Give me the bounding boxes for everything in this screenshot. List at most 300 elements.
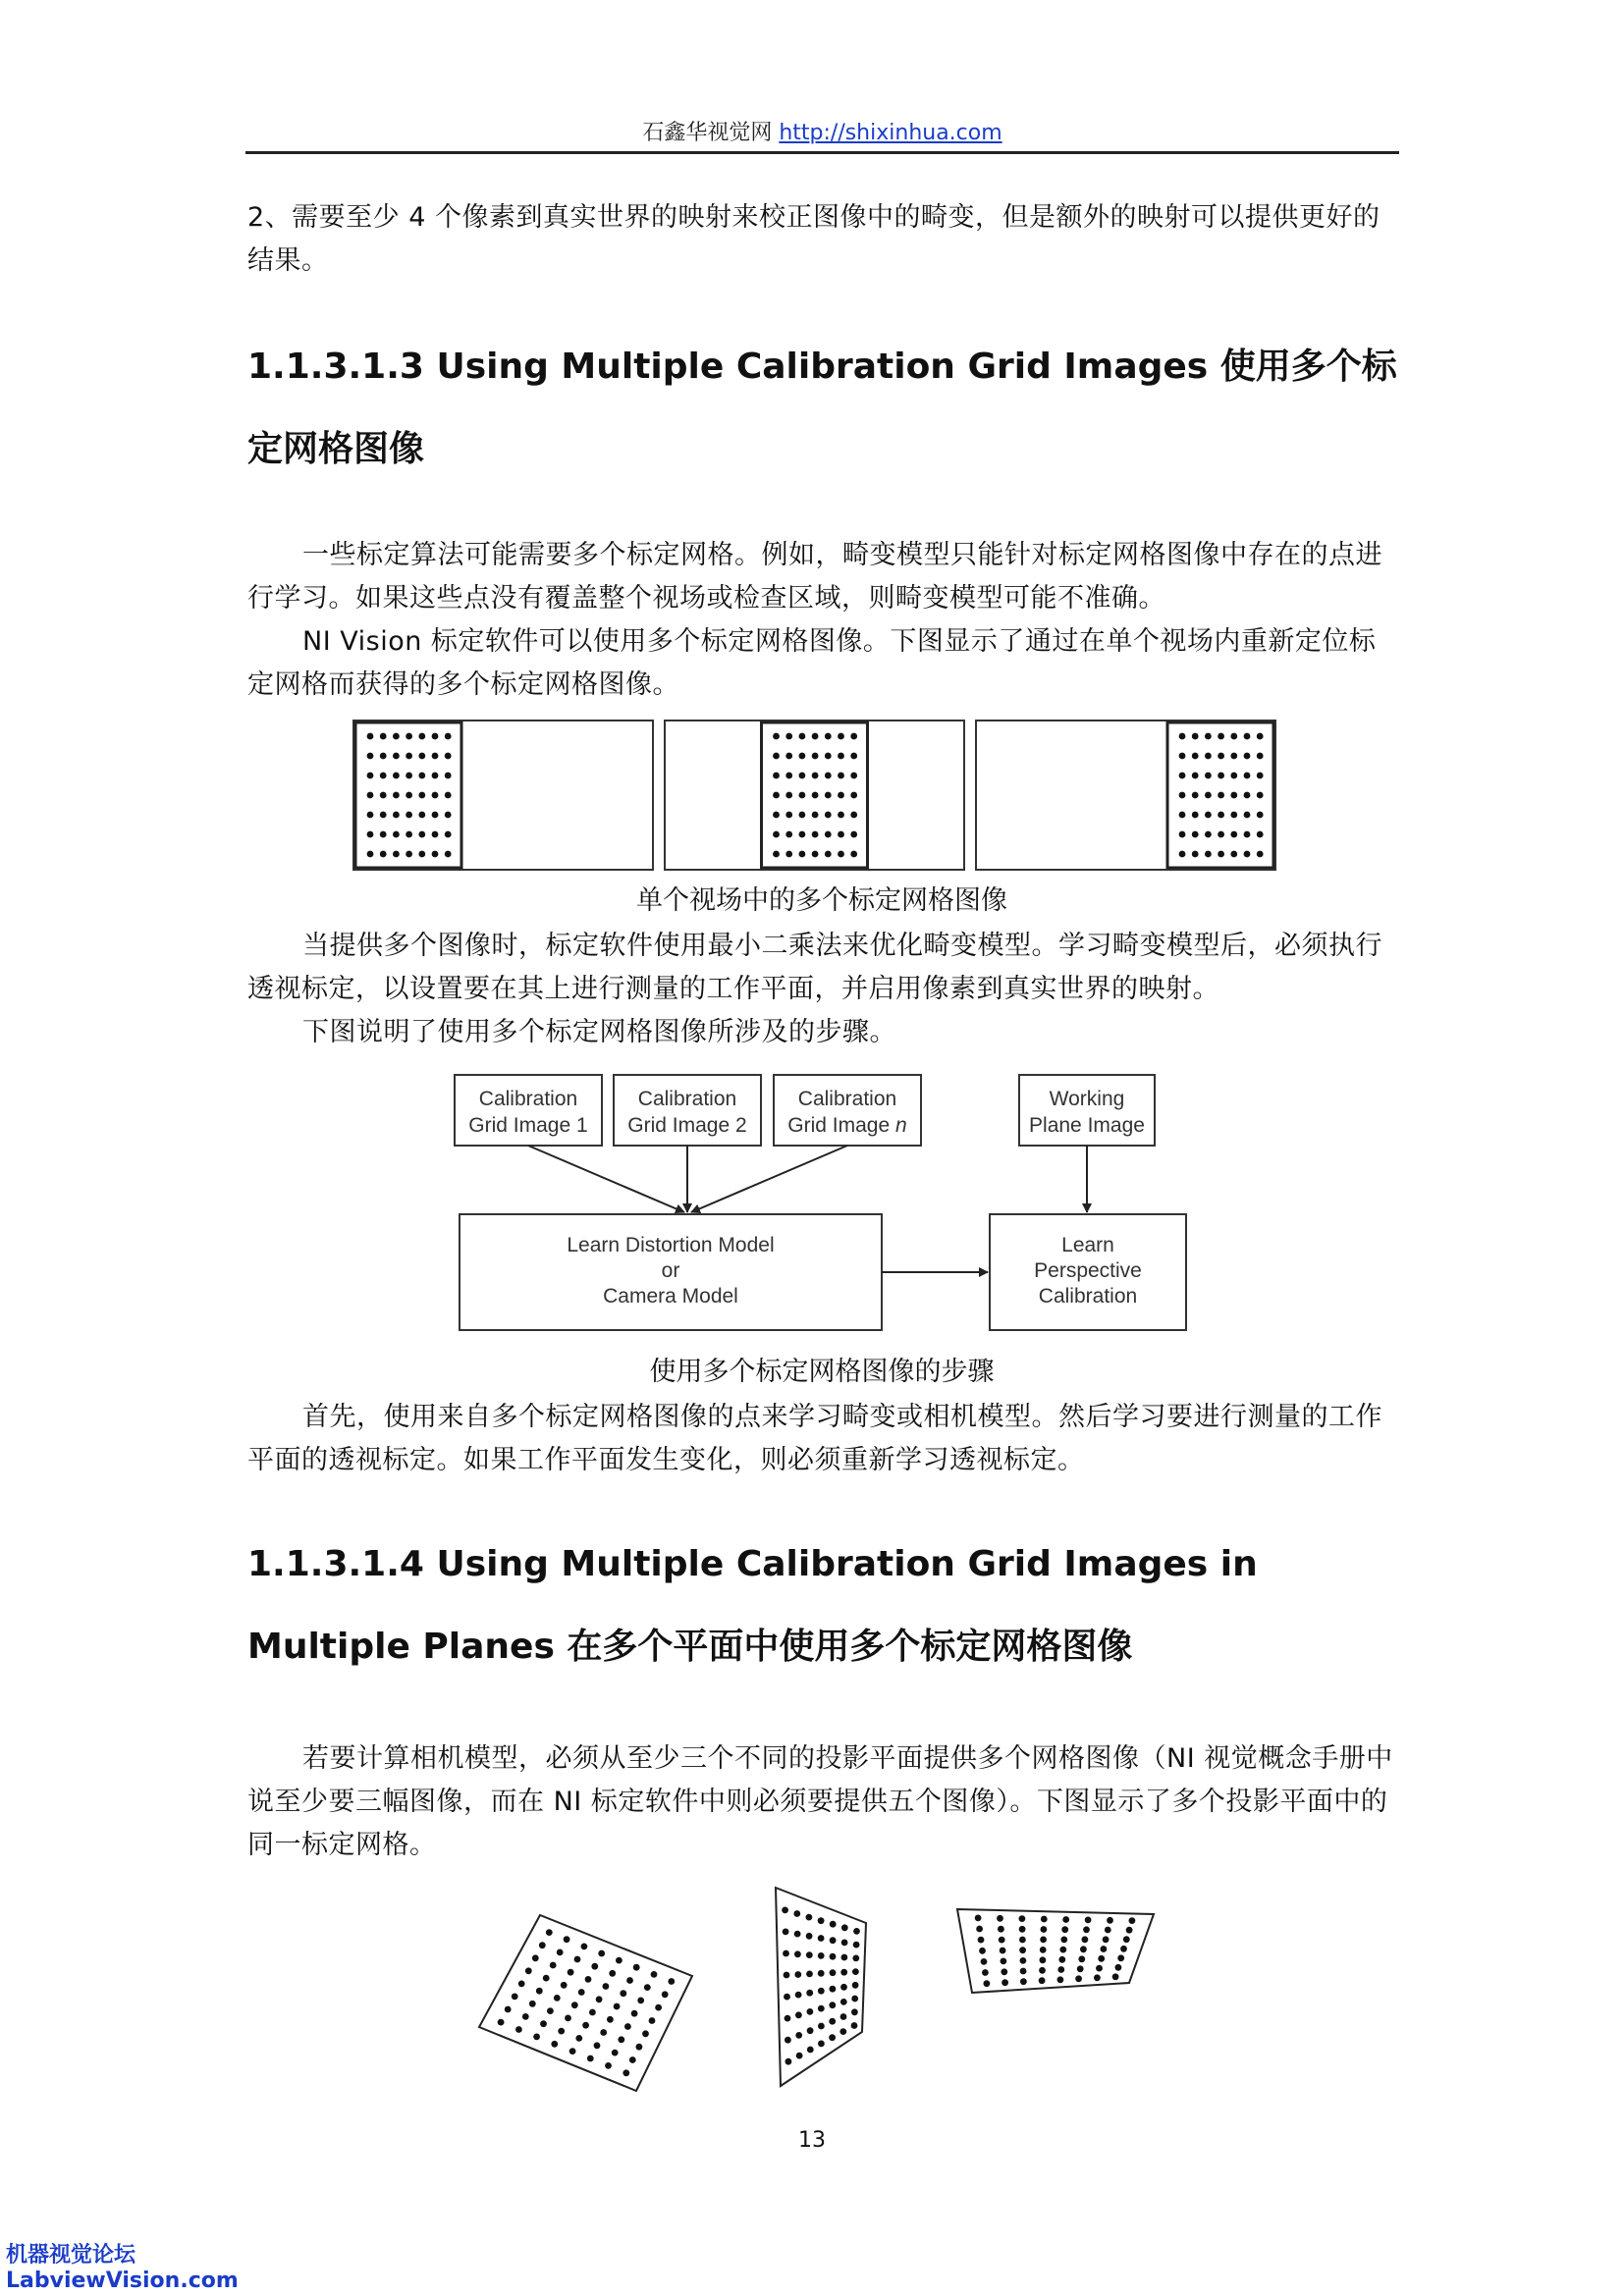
- grid-dot: [432, 753, 439, 760]
- plane-dot: [818, 2005, 825, 2012]
- plane-dot: [979, 1948, 986, 1954]
- plane-dot: [624, 2023, 631, 2030]
- flow-label-learn-persp-line1: Learn: [1061, 1234, 1114, 1256]
- plane-dot: [1117, 1954, 1124, 1961]
- grid-dot: [406, 831, 412, 838]
- plane-dot: [806, 1951, 813, 1958]
- plane-dot: [840, 1984, 847, 1991]
- flow-label-caln-var: n: [895, 1114, 907, 1137]
- caption-flowchart: 使用多个标定网格图像的步骤: [649, 1357, 995, 1387]
- plane-dot: [1001, 1958, 1007, 1965]
- plane-dot: [668, 1978, 675, 1985]
- plane-dot: [851, 1996, 858, 2002]
- plane-dot: [1020, 1957, 1027, 1964]
- grid-dot: [445, 851, 452, 858]
- grid-dot: [1192, 792, 1199, 799]
- plane-dot: [830, 1953, 837, 1960]
- grid-dot: [367, 773, 374, 779]
- plane-dot: [829, 2034, 836, 2041]
- flow-label-working-line1: Working: [1049, 1088, 1125, 1110]
- grid-dot: [1179, 851, 1186, 858]
- grid-dot: [1230, 831, 1237, 838]
- plane-dot: [806, 1933, 813, 1940]
- grid-dot: [1218, 733, 1224, 740]
- plane-dot: [1040, 1937, 1047, 1944]
- grid-dot: [1179, 792, 1186, 799]
- plane-dot: [651, 1971, 658, 1978]
- grid-dot: [799, 831, 806, 838]
- grid-dot: [380, 812, 387, 819]
- grid-dot: [1218, 773, 1224, 779]
- plane-dot: [841, 1940, 848, 1947]
- plane-dot: [984, 1980, 991, 1987]
- plane-dot: [1096, 1965, 1103, 1972]
- grid-dot: [812, 733, 819, 740]
- grid-dot: [785, 792, 792, 799]
- heading-1-1-3-1-4: 1.1.3.1.4 Using Multiple Calibration Grid Images in Multiple Planes 在多个平面中使用多个标定网格图像: [247, 1544, 1258, 1667]
- grid-dot: [445, 773, 452, 779]
- plane-dot: [1001, 1979, 1008, 1986]
- grid-dot: [1218, 851, 1224, 858]
- grid-dot: [773, 851, 780, 858]
- figure-multiple-planes: [461, 1880, 1168, 2096]
- grid-dot: [838, 773, 844, 779]
- grid-dot: [785, 831, 792, 838]
- plane-dot: [587, 2056, 594, 2062]
- grid-dot: [1230, 792, 1237, 799]
- plane-dot: [795, 2032, 802, 2039]
- plane-dot: [564, 1936, 570, 1943]
- plane-dot: [840, 1999, 847, 2005]
- grid-dot: [367, 792, 374, 799]
- plane-dot: [793, 1910, 800, 1917]
- grid-dot: [773, 773, 780, 779]
- grid-dot: [1205, 773, 1212, 779]
- flow-label-learn-persp-line3: Calibration: [1038, 1285, 1138, 1308]
- plane-dot: [591, 1963, 598, 1970]
- plane-dot: [830, 1921, 837, 1928]
- grid-dot: [380, 773, 387, 779]
- grid-dot: [850, 733, 857, 740]
- flow-label-learn-persp-line2: Perspective: [1034, 1259, 1142, 1282]
- grid-dot: [1230, 733, 1237, 740]
- grid-dot: [393, 733, 400, 740]
- grid-dot: [1244, 733, 1251, 740]
- header-divider: [245, 151, 1399, 154]
- paragraph-requirement: 2、需要至少 4 个像素到真实世界的映射来校正图像中的畸变，但是额外的映射可以提供更好的结果。: [247, 202, 1380, 276]
- plane-dot: [1112, 1973, 1119, 1980]
- plane-dot: [596, 1996, 603, 2002]
- plane-dot: [655, 2004, 662, 2011]
- paragraph-least-squares: 当提供多个图像时，标定软件使用最小二乘法来优化畸变模型。学习畸变模型后，必须执行透视标定，以设置要在其上进行测量的工作平面，并启用像素到真实世界的映射。: [247, 931, 1382, 1004]
- plane-dot: [830, 1986, 837, 1993]
- plane-dot: [512, 1994, 518, 2001]
- plane-dot: [498, 2019, 505, 2026]
- plane-dot: [1039, 1977, 1046, 1984]
- grid-dot: [406, 812, 412, 819]
- plane-dot: [631, 2010, 638, 2017]
- plane-dot: [1040, 1956, 1047, 1963]
- plane-dot: [830, 1937, 837, 1944]
- grid-dot: [838, 812, 844, 819]
- paragraph-camera-model: 若要计算相机模型，必须从至少三个不同的投影平面提供多个网格图像（NI 视觉概念手册中说至少要三幅图像，而在 NI 标定软件中则必须要提供五个图像）。下图显示了多个投影平面中的同一标定网格。: [247, 1743, 1393, 1860]
- flow-label-cal2-line1: Calibration: [637, 1088, 737, 1110]
- plane-dot: [1126, 1927, 1133, 1934]
- plane-dot: [1041, 1926, 1048, 1933]
- plane-dot: [976, 1926, 983, 1933]
- plane-dot: [783, 1929, 789, 1936]
- grid-dot: [838, 792, 844, 799]
- plane-dot: [1083, 1926, 1090, 1933]
- plane-dot: [561, 1982, 568, 1989]
- paragraph-first: 首先，使用来自多个标定网格图像的点来学习畸变或相机模型。然后学习要进行测量的工作平面的透视标定。如果工作平面发生变化，则必须重新学习透视标定。: [247, 1402, 1382, 1475]
- plane-dot: [594, 2042, 601, 2049]
- grid-dot: [812, 773, 819, 779]
- grid-dot: [850, 792, 857, 799]
- plane-dot: [806, 1990, 813, 1997]
- plane-dot: [574, 1956, 581, 1963]
- plane-dot: [785, 2015, 791, 2022]
- grid-dot: [393, 831, 400, 838]
- flow-label-learn-dist-line1: Learn Distortion Model: [567, 1234, 775, 1256]
- grid-dot: [1205, 812, 1212, 819]
- grid-dot: [432, 831, 439, 838]
- grid-dot: [1257, 851, 1264, 858]
- grid-dot: [1257, 792, 1264, 799]
- grid-dot: [785, 851, 792, 858]
- grid-dot: [785, 773, 792, 779]
- header-site-name: 石鑫华视觉网: [642, 121, 773, 145]
- grid-dot: [812, 851, 819, 858]
- plane-dot: [839, 2028, 846, 2035]
- plane-dot: [1098, 1955, 1105, 1962]
- grid-dot: [432, 812, 439, 819]
- plane-dot: [1060, 1937, 1067, 1944]
- grid-dot: [1179, 812, 1186, 819]
- plane-dot: [1019, 1947, 1026, 1953]
- grid-dot: [406, 792, 412, 799]
- plane-dot: [532, 1954, 539, 1961]
- plane-dot: [998, 1926, 1004, 1933]
- flow-label-caln-text: Grid Image: [787, 1114, 896, 1137]
- plane-dot: [616, 1957, 623, 1964]
- flow-label-cal2-line2: Grid Image 2: [627, 1114, 747, 1137]
- grid-dot: [1192, 812, 1199, 819]
- grid-dot: [367, 831, 374, 838]
- plane-dot: [1040, 1947, 1047, 1953]
- plane-dot: [1123, 1936, 1130, 1943]
- grid-dot: [825, 831, 832, 838]
- grid-dot: [825, 792, 832, 799]
- grid-dot: [1192, 733, 1199, 740]
- plane-dot: [978, 1937, 985, 1944]
- plane-dot: [997, 1915, 1003, 1922]
- grid-dot: [380, 831, 387, 838]
- grid-dot: [380, 792, 387, 799]
- grid-dot: [838, 733, 844, 740]
- plane-dot: [1019, 1915, 1026, 1922]
- grid-dot: [850, 812, 857, 819]
- plane-dot: [1107, 1917, 1113, 1924]
- grid-dot: [799, 851, 806, 858]
- flow-arrow-gridn: [691, 1146, 847, 1212]
- plane-dot: [585, 1976, 592, 1983]
- plane-dot: [568, 1969, 574, 1976]
- grid-dot: [812, 792, 819, 799]
- plane-dot: [840, 2013, 847, 2020]
- flow-label-learn-dist-line2: or: [661, 1259, 680, 1282]
- plane-dot: [603, 1983, 610, 1990]
- flow-arrow-grid1: [528, 1146, 684, 1212]
- grid-dot: [1244, 792, 1251, 799]
- grid-dot: [1192, 831, 1199, 838]
- plane-grid-1: [479, 1915, 692, 2091]
- grid-dot: [418, 753, 425, 760]
- grid-dot: [1218, 831, 1224, 838]
- plane-dot: [609, 1970, 616, 1977]
- plane-dot: [852, 1982, 859, 1989]
- grid-dot: [1205, 831, 1212, 838]
- grid-dot: [1218, 812, 1224, 819]
- plane-dot: [1041, 1916, 1048, 1923]
- plane-dot: [600, 2029, 607, 2036]
- plane-dot: [1101, 1946, 1108, 1952]
- plane-dot: [1103, 1936, 1110, 1943]
- plane-dot: [975, 1915, 982, 1922]
- heading-1-1-3-1-3: 1.1.3.1.3 Using Multiple Calibration Grid Images 使用多个标定网格图像: [247, 347, 1397, 469]
- plane-dot: [1094, 1974, 1101, 1981]
- plane-dot: [533, 2034, 540, 2041]
- plane-dot: [557, 1949, 564, 1956]
- plane-dot: [1019, 1937, 1026, 1944]
- grid-dot: [432, 733, 439, 740]
- grid-dot: [1179, 831, 1186, 838]
- grid-dot: [380, 733, 387, 740]
- grid-dot: [1218, 792, 1224, 799]
- plane-dot: [853, 1928, 860, 1935]
- plane-dot: [818, 2023, 825, 2030]
- plane-dot: [785, 2058, 792, 2065]
- plane-dot: [1019, 1926, 1026, 1933]
- grid-dot: [1230, 773, 1237, 779]
- plane-dot: [1058, 1956, 1065, 1963]
- grid-dot: [838, 753, 844, 760]
- grid-dot: [812, 753, 819, 760]
- plane-dot: [852, 1955, 859, 1962]
- grid-dot: [838, 831, 844, 838]
- plane-dot: [633, 1964, 640, 1971]
- plane-dot: [784, 1972, 790, 1979]
- grid-dot: [1205, 753, 1212, 760]
- plane-dot: [807, 2047, 814, 2054]
- paragraph-steps-intro: 下图说明了使用多个标定网格图像所涉及的步骤。: [302, 1017, 896, 1047]
- flow-label-caln-line2: [787, 1114, 906, 1137]
- grid-dot: [799, 753, 806, 760]
- flow-label-working-line2: Plane Image: [1029, 1114, 1145, 1137]
- grid-dot: [1230, 812, 1237, 819]
- plane-dot: [818, 2041, 825, 2048]
- grid-dot: [380, 851, 387, 858]
- plane-dot: [612, 2050, 619, 2056]
- grid-dot: [825, 733, 832, 740]
- grid-dot: [445, 831, 452, 838]
- plane-dot: [1057, 1976, 1064, 1983]
- grid-dot: [432, 773, 439, 779]
- plane-dot: [547, 2007, 554, 2014]
- grid-dot: [1179, 733, 1186, 740]
- plane-dot: [1078, 1955, 1085, 1962]
- footer-forum-name: 机器视觉论坛: [6, 2243, 136, 2268]
- grid-dot: [1192, 851, 1199, 858]
- grid-dot: [432, 851, 439, 858]
- plane-dot: [1105, 1927, 1111, 1934]
- grid-dot: [773, 733, 780, 740]
- plane-dot: [1115, 1964, 1122, 1971]
- grid-dot: [445, 753, 452, 760]
- plane-dot: [558, 2028, 565, 2035]
- plane-dot: [546, 1929, 553, 1936]
- plane-dot: [852, 1968, 859, 1975]
- grid-dot: [432, 792, 439, 799]
- grid-dot: [393, 812, 400, 819]
- grid-dot: [1205, 851, 1212, 858]
- plane-dot: [783, 1950, 789, 1957]
- plane-dot: [649, 2017, 656, 2024]
- grid-dot: [1257, 812, 1264, 819]
- grid-dot: [1257, 773, 1264, 779]
- plane-dot: [589, 2009, 596, 2016]
- grid-dot: [825, 851, 832, 858]
- grid-dot: [418, 831, 425, 838]
- plane-dot: [795, 1992, 802, 1999]
- plane-dot: [623, 2069, 629, 2076]
- plane-dot: [795, 2011, 802, 2018]
- grid-dot: [1244, 851, 1251, 858]
- plane-dot: [1120, 1946, 1127, 1952]
- plane-dot: [794, 1971, 801, 1978]
- grid-dot: [850, 753, 857, 760]
- plane-dot: [818, 1988, 825, 1995]
- plane-dot: [529, 2001, 536, 2007]
- plane-dot: [999, 1937, 1005, 1944]
- plane-dot: [782, 1907, 788, 1914]
- plane-dot: [1080, 1946, 1087, 1952]
- plane-dot: [578, 1989, 585, 1996]
- header-site-link[interactable]: http://shixinhua.com: [779, 121, 1002, 145]
- plane-dot: [841, 1924, 848, 1931]
- plane-dot: [605, 2062, 612, 2069]
- plane-dot: [525, 1967, 532, 1974]
- plane-dot: [1020, 1978, 1027, 1985]
- grid-dot: [367, 851, 374, 858]
- plane-dot: [644, 1984, 651, 1991]
- figure-grid-positions: [350, 717, 1292, 874]
- grid-dot: [1244, 753, 1251, 760]
- grid-dot: [799, 773, 806, 779]
- grid-dot: [812, 812, 819, 819]
- plane-dot: [853, 1942, 860, 1949]
- plane-dot: [794, 1950, 801, 1957]
- plane-dot: [637, 1998, 644, 2004]
- plane-dot: [636, 2044, 643, 2051]
- plane-dot: [575, 2035, 582, 2042]
- plane-dot: [536, 1988, 543, 1995]
- grid-dot: [799, 792, 806, 799]
- plane-dot: [543, 1975, 550, 1982]
- grid-dot: [406, 851, 412, 858]
- plane-dot: [1077, 1965, 1084, 1972]
- plane-dot: [841, 1954, 848, 1961]
- plane-dot: [829, 2018, 836, 2025]
- grid-dot: [445, 733, 452, 740]
- plane-dot: [1020, 1968, 1027, 1975]
- grid-dot: [773, 753, 780, 760]
- plane-dot: [1057, 1966, 1064, 1973]
- plane-dot: [982, 1969, 989, 1976]
- grid-dot: [393, 773, 400, 779]
- plane-dot: [505, 2006, 512, 2013]
- grid-dot: [418, 851, 425, 858]
- grid-dot: [367, 812, 374, 819]
- plane-dot: [642, 2030, 649, 2037]
- grid-dot: [1179, 773, 1186, 779]
- plane-dot: [551, 2041, 558, 2048]
- paragraph-intro-2: NI Vision 标定软件可以使用多个标定网格图像。下图显示了通过在单个视场内重新定位标定网格而获得的多个标定网格图像。: [247, 626, 1377, 700]
- grid-dot: [1205, 733, 1212, 740]
- plane-dot: [807, 2027, 814, 2034]
- grid-dot: [1244, 812, 1251, 819]
- grid-dot: [785, 812, 792, 819]
- grid-dot: [799, 733, 806, 740]
- plane-dot: [784, 1994, 790, 2001]
- grid-dot: [1230, 753, 1237, 760]
- plane-dot: [818, 1952, 825, 1959]
- grid-dot: [838, 851, 844, 858]
- grid-dot: [418, 792, 425, 799]
- footer-forum-site[interactable]: LabviewVision.com: [6, 2269, 239, 2293]
- grid-dot: [773, 792, 780, 799]
- plane-dot: [851, 2022, 858, 2029]
- plane-dot: [818, 1970, 825, 1977]
- plane-dot: [618, 2036, 624, 2043]
- plane-dot: [598, 1950, 605, 1957]
- plane-dot: [550, 1962, 557, 1969]
- plane-dot: [981, 1958, 988, 1965]
- grid-dot: [1218, 753, 1224, 760]
- flow-label-cal1-line2: Grid Image 1: [468, 1114, 588, 1137]
- grid-dot: [418, 812, 425, 819]
- grid-dot: [812, 831, 819, 838]
- plane-dot: [620, 1990, 626, 1997]
- plane-dot: [830, 1969, 837, 1976]
- plane-dot: [518, 1981, 525, 1988]
- grid-dot: [445, 792, 452, 799]
- grid-dot: [418, 773, 425, 779]
- plane-dot: [818, 1917, 825, 1924]
- plane-dot: [626, 1977, 633, 1984]
- grid-dot: [850, 773, 857, 779]
- plane-dot: [540, 2020, 547, 2027]
- plane-dot: [806, 1914, 813, 1921]
- plane-dot: [539, 1942, 546, 1949]
- flow-label-cal1-line1: Calibration: [478, 1088, 578, 1110]
- plane-dot: [1059, 1947, 1066, 1953]
- flow-label-learn-dist-line3: Camera Model: [603, 1285, 738, 1308]
- flow-label-caln-line1: Calibration: [797, 1088, 897, 1110]
- grid-dot: [1257, 831, 1264, 838]
- plane-dot: [522, 2013, 529, 2020]
- plane-dot: [571, 2002, 578, 2008]
